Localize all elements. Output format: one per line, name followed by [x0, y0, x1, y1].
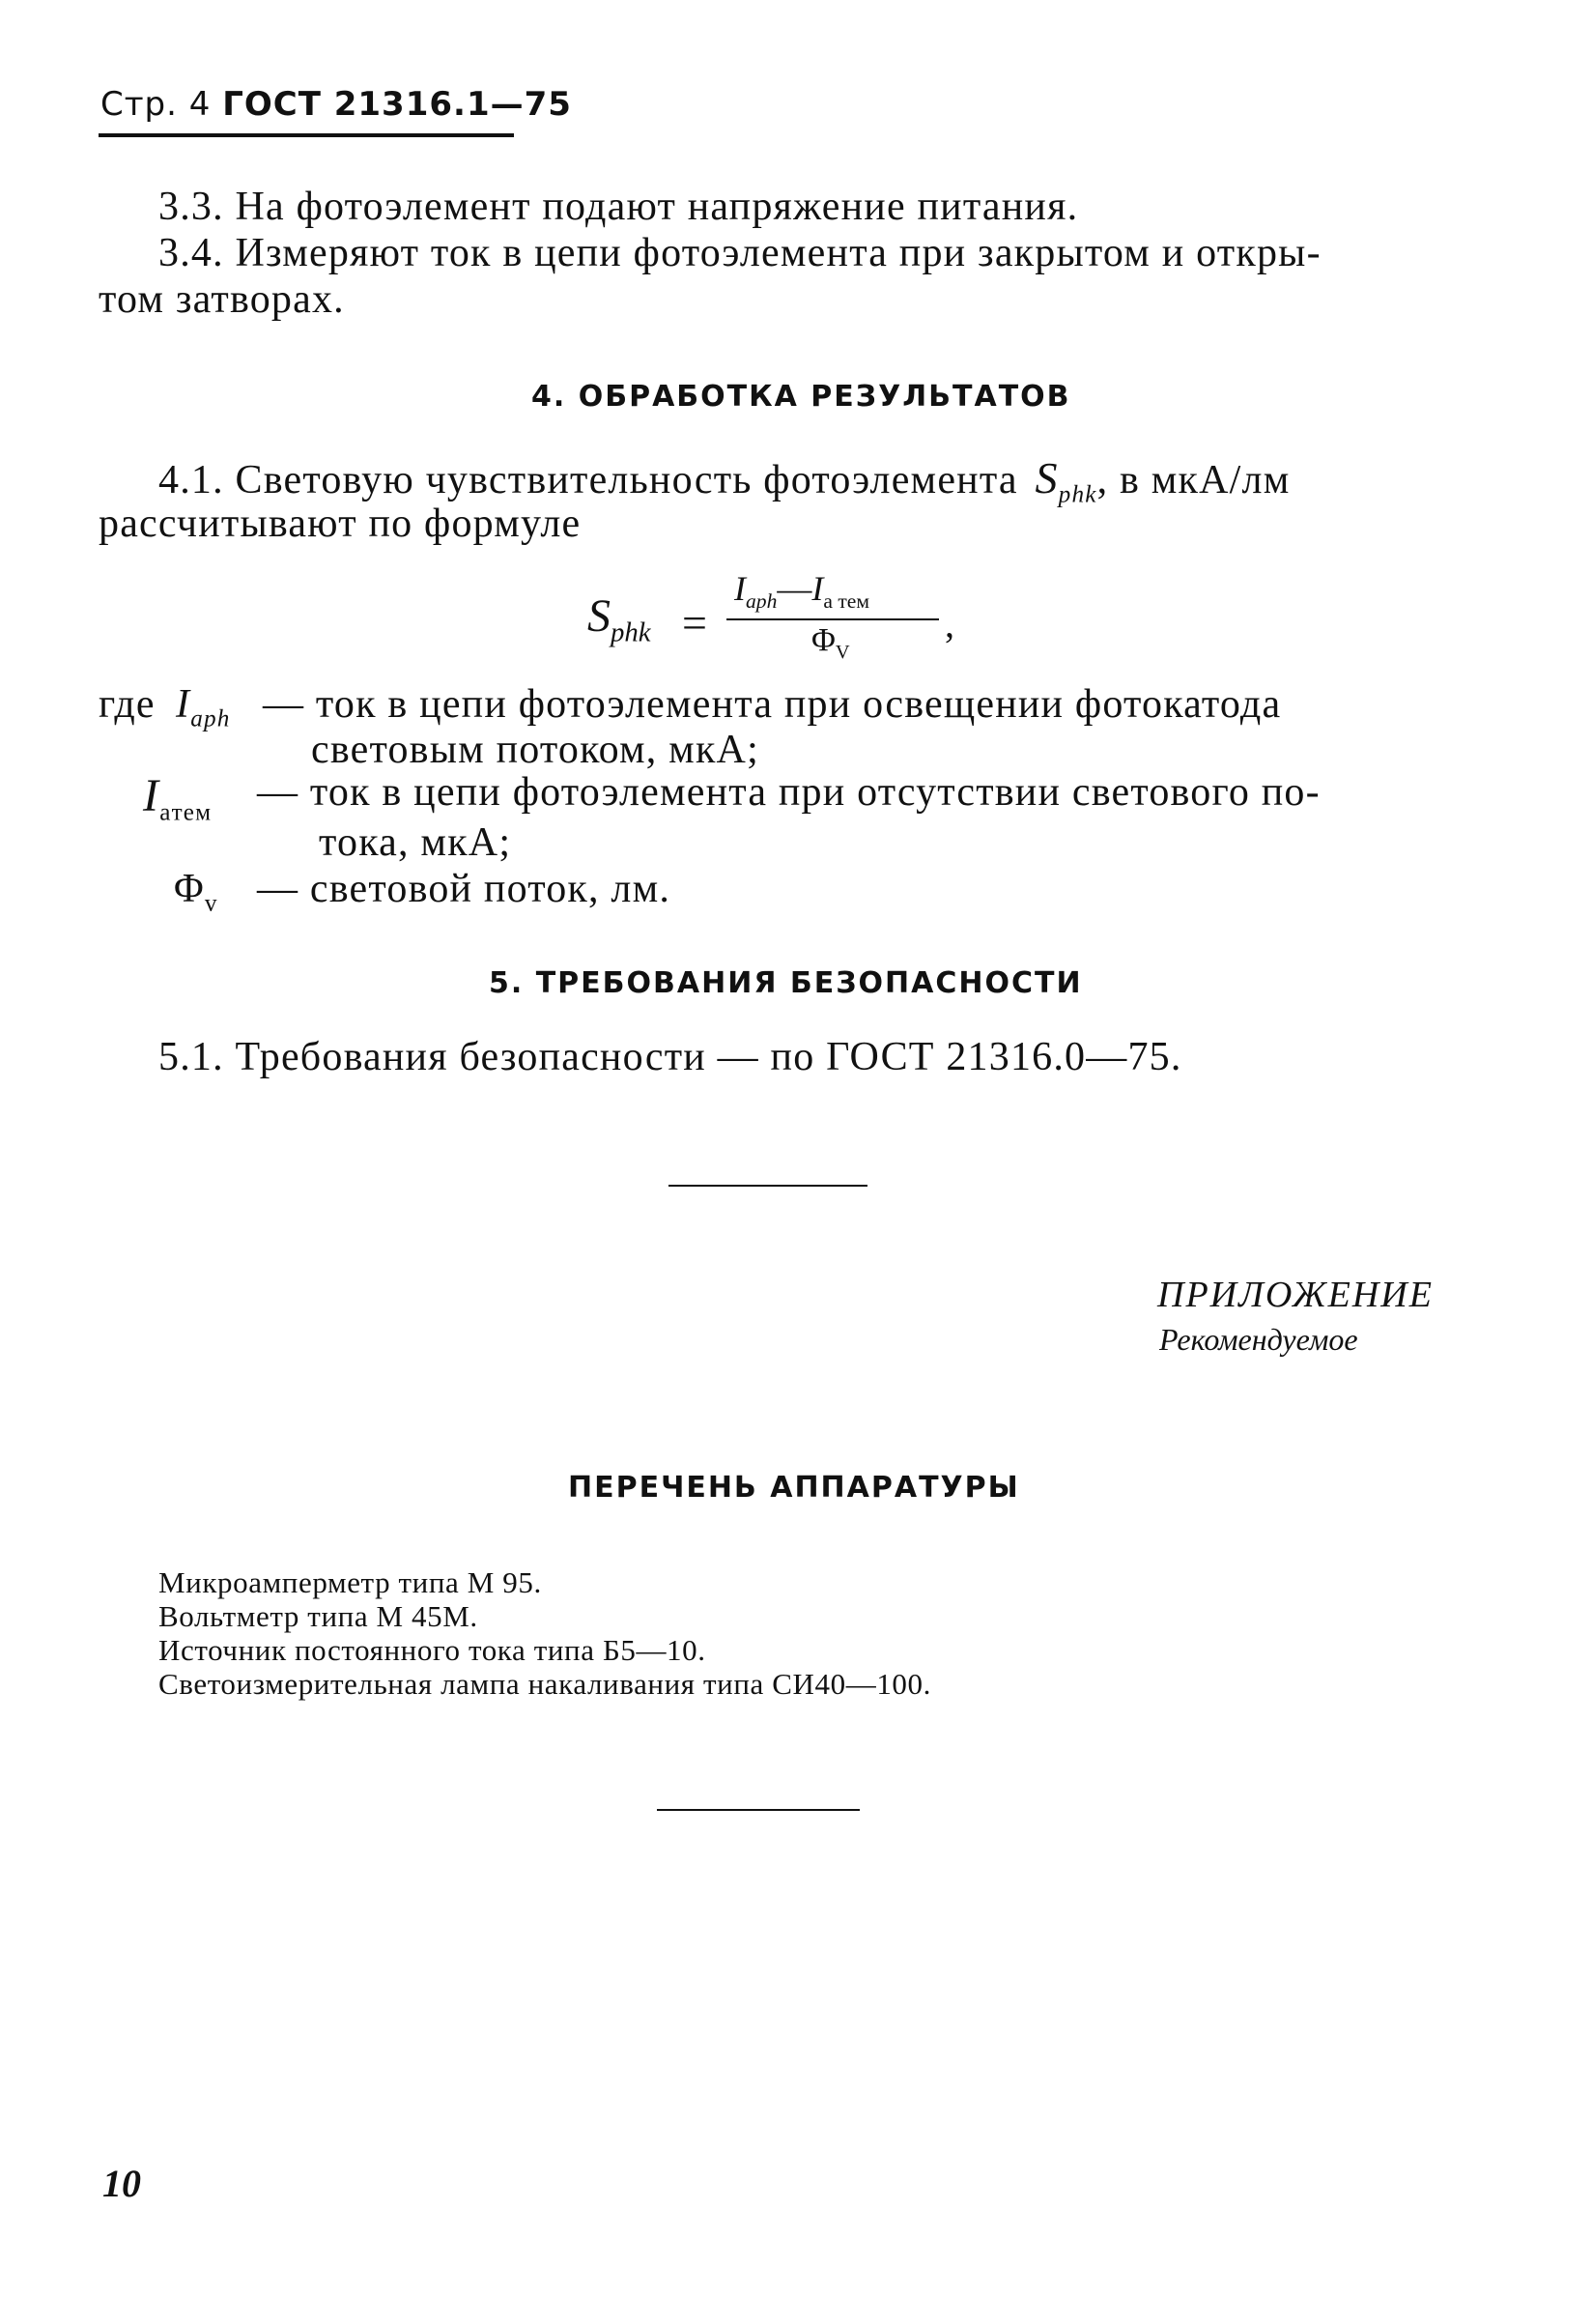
definition-1-symbol [176, 681, 231, 732]
formula-numerator [734, 568, 869, 614]
symbol-s: S [1035, 453, 1059, 502]
formula-equals: = [682, 598, 707, 647]
apparatus-item-3: Источник постоянного тока типа Б5—10. [158, 1633, 706, 1667]
page-label: Стр. 4 [100, 85, 212, 124]
paragraph-5-1: 5.1. Требования безопасности — по ГОСТ 21316.0—75. [158, 1035, 1182, 1079]
apparatus-item-2: Вольтметр типа М 45М. [158, 1599, 478, 1633]
numerator-b-sub: a тем [823, 589, 870, 614]
formula-lhs [587, 589, 651, 649]
standard-number: ГОСТ 21316.1—75 [222, 85, 572, 124]
symbol-s-sub: phk [1058, 481, 1097, 508]
definition-1-line1: — ток в цепи фотоэлемента при освещении фотокатода [263, 682, 1282, 727]
definition-1-symbol-letter: I [176, 682, 191, 727]
denominator-sub: V [835, 641, 850, 663]
numerator-b: I [811, 569, 824, 608]
appendix-title: ПРИЛОЖЕНИЕ [1157, 1275, 1434, 1315]
definition-3-symbol-letter: Φ [174, 867, 205, 911]
definition-3-line1: — световой поток, лм. [257, 867, 671, 911]
numerator-a-sub: aph [746, 589, 778, 614]
definition-2-symbol [143, 769, 212, 826]
paragraph-3-4-line1: 3.4. Измеряют ток в цепи фотоэлемента при закрытом и откры- [158, 231, 1322, 275]
appendix-subtitle: Рекомендуемое [1159, 1322, 1358, 1357]
page-number: 10 [102, 2162, 141, 2205]
paragraph-4-1-prefix: 4.1. Световую чувствительность фотоэлемента [158, 458, 1018, 502]
definition-1-line2: световым потоком, мкА; [311, 728, 759, 772]
section-divider-2 [657, 1809, 860, 1811]
paragraph-4-1-suffix: , в мкА/лм [1096, 458, 1291, 502]
definition-3-symbol-sub: v [204, 890, 218, 917]
section-divider-1 [668, 1185, 867, 1187]
section-4-heading: 4. ОБРАБОТКА РЕЗУЛЬТАТОВ [531, 380, 1071, 414]
formula-lhs-sub: phk [611, 617, 651, 648]
numerator-a: I [734, 569, 746, 608]
header-underline [99, 133, 514, 137]
definition-3-symbol [174, 866, 218, 917]
running-header [100, 85, 572, 124]
fraction-bar [726, 618, 939, 620]
section-5-heading: 5. ТРЕБОВАНИЯ БЕЗОПАСНОСТИ [489, 966, 1083, 1000]
appendix-heading: ПЕРЕЧЕНЬ АППАРАТУРЫ [568, 1471, 1020, 1505]
definition-2-line1: — ток в цепи фотоэлемента при отсутствии светового по- [257, 770, 1321, 815]
paragraph-3-3: 3.3. На фотоэлемент подают напряжение питания. [158, 185, 1079, 229]
apparatus-item-4: Светоизмерительная лампа накаливания типа СИ40—100. [158, 1667, 931, 1701]
paragraph-4-1-line2: рассчитывают по формуле [99, 502, 582, 546]
definition-2-symbol-sub: aтем [159, 799, 213, 826]
formula-lhs-symbol: S [587, 590, 611, 642]
where-word: где [99, 682, 156, 727]
apparatus-item-1: Микроамперметр типа М 95. [158, 1565, 542, 1599]
formula-trailing-comma: , [945, 602, 954, 646]
definition-2-symbol-letter: I [143, 770, 160, 821]
definition-1-symbol-sub: aph [190, 705, 231, 732]
denominator-symbol: Φ [811, 622, 836, 658]
definition-2-line2: тока, мкА; [319, 820, 512, 865]
formula-denominator [811, 622, 850, 664]
numerator-minus: — [777, 569, 812, 608]
paragraph-3-4-line2: том затворах. [99, 277, 345, 322]
